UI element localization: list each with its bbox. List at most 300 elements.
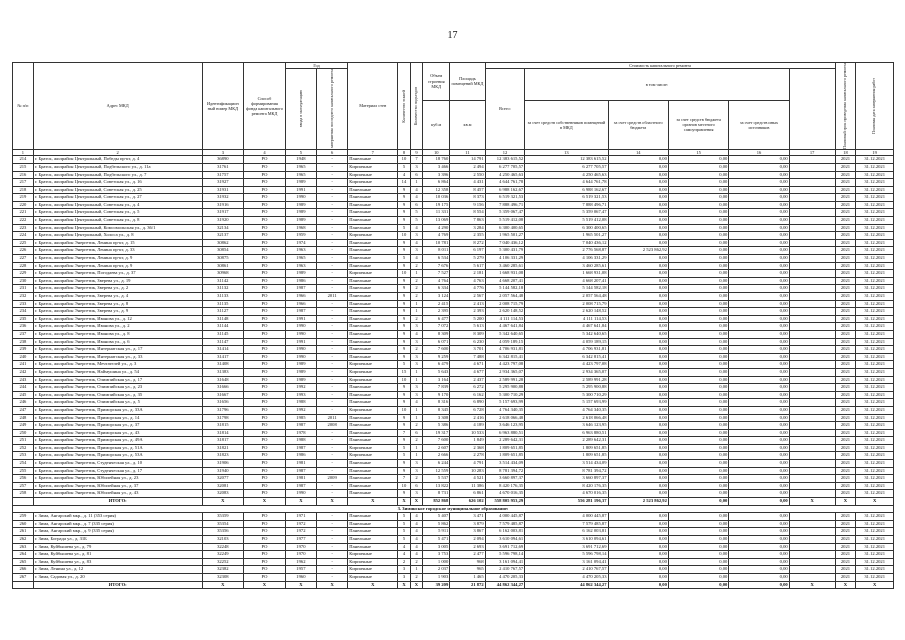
cell-y: 1966 xyxy=(285,293,316,301)
cell-r: - xyxy=(317,520,348,528)
cell-rg: 0,00 xyxy=(608,513,668,521)
cell-w: Кирпичные xyxy=(348,558,398,566)
cell-w: Панельные xyxy=(348,277,398,285)
cell-m: РО xyxy=(244,573,286,581)
cell-y: 1965 xyxy=(285,163,316,171)
cell-r: 2011 xyxy=(317,414,348,422)
cell-w: Панельные xyxy=(348,528,398,536)
cell-r: - xyxy=(317,209,348,217)
cell-r: - xyxy=(317,224,348,232)
cell-n: 241 xyxy=(13,361,34,369)
total-local: 0,00 xyxy=(668,498,728,506)
table-row xyxy=(13,376,894,384)
cell-pe: 31.12.2021 xyxy=(856,308,894,316)
cell-y: 1989 xyxy=(285,209,316,217)
cell-lc: 0,00 xyxy=(668,444,728,452)
header-entrances-text: Количество подъездов xyxy=(413,86,419,126)
table-row xyxy=(13,315,894,323)
cell-a: г. Братск, жилрайон Энергетик, Зверева ул., д. 8 xyxy=(33,300,202,308)
cell-v: 6 864 xyxy=(423,179,450,187)
cell-o: 6 300 400,65 xyxy=(525,224,608,232)
cell-o: 2 589 991,28 xyxy=(525,376,608,384)
cell-pe: 31.12.2021 xyxy=(856,444,894,452)
cell-empty xyxy=(789,437,835,445)
cell-rg: 0,00 xyxy=(608,232,668,240)
cell-n: 266 xyxy=(13,566,34,574)
cell-empty xyxy=(789,346,835,354)
table-row xyxy=(13,368,894,376)
cell-v: 8 731 xyxy=(423,490,450,498)
cell-rg: 0,00 xyxy=(608,391,668,399)
cell-ot: 0,00 xyxy=(729,346,789,354)
cell-lc: 0,00 xyxy=(668,224,728,232)
cell-e: 2 xyxy=(410,422,422,430)
cell-id: 32308 xyxy=(202,573,244,581)
cell-w: Кирпичные xyxy=(348,376,398,384)
cell-f: 15 xyxy=(398,368,410,376)
cell-e: 6 xyxy=(410,482,422,490)
cell-ps: 2021 xyxy=(835,179,856,187)
cell-id: 31383 xyxy=(202,368,244,376)
cell-r: - xyxy=(317,429,348,437)
table-row xyxy=(13,551,894,559)
cell-f: 9 xyxy=(398,285,410,293)
cell-e: 3 xyxy=(410,232,422,240)
cell-empty xyxy=(789,414,835,422)
cell-empty xyxy=(789,536,835,544)
cell-rg: 0,00 xyxy=(608,422,668,430)
cell-n: 259 xyxy=(13,513,34,521)
cell-e: 1 xyxy=(410,452,422,460)
cell-w: Панельные xyxy=(348,346,398,354)
cell-e: 1 xyxy=(410,414,422,422)
cell-o: 12 383 615,52 xyxy=(525,156,608,164)
cell-t: 8 781 394,72 xyxy=(485,467,525,475)
cell-e: 1 xyxy=(410,368,422,376)
cell-o: 3 161 094,41 xyxy=(525,558,608,566)
cell-a: г. Братск, жилрайон Центральный, Комсомольская ул., д. 36/1 xyxy=(33,224,202,232)
cell-v: 12 358 xyxy=(423,186,450,194)
cell-pe: 31.12.2021 xyxy=(856,285,894,293)
cell-empty xyxy=(789,558,835,566)
header-area: Площадь помещений МКД xyxy=(450,63,485,101)
cell-m: РО xyxy=(244,543,286,551)
cell-m: РО xyxy=(244,536,286,544)
cell-empty xyxy=(789,429,835,437)
cell-f: 5 xyxy=(398,444,410,452)
cell-s: 5 613 xyxy=(450,323,485,331)
cell-t: 3 691 712,69 xyxy=(485,543,525,551)
cell-o: 1 809 651,85 xyxy=(525,444,608,452)
cell-r: - xyxy=(317,315,348,323)
cell-m: РО xyxy=(244,186,286,194)
total-cost: 558 805 953,29 xyxy=(485,498,525,506)
cell-s: 2 355 xyxy=(450,232,485,240)
total-x: X xyxy=(410,581,422,589)
cell-id: 31656 xyxy=(202,399,244,407)
cell-w: Кирпичные xyxy=(348,452,398,460)
cell-ps: 2021 xyxy=(835,384,856,392)
table-row xyxy=(13,217,894,225)
cell-f: 9 xyxy=(398,194,410,202)
cell-y: 1966 xyxy=(285,300,316,308)
cell-ot: 0,00 xyxy=(729,308,789,316)
cell-w: Кирпичные xyxy=(348,163,398,171)
cell-pe: 31.12.2021 xyxy=(856,528,894,536)
cell-e: 1 xyxy=(410,566,422,574)
cell-t: 4 706 931,81 xyxy=(485,346,525,354)
cell-ps: 2021 xyxy=(835,156,856,164)
cell-e: 1 xyxy=(410,376,422,384)
cell-rg: 0,00 xyxy=(608,414,668,422)
cell-r: - xyxy=(317,308,348,316)
cell-v: 6 334 xyxy=(423,285,450,293)
total-x: X xyxy=(202,581,244,589)
cell-pe: 31.12.2021 xyxy=(856,406,894,414)
total-local: 0,00 xyxy=(668,581,728,589)
cell-lc: 0,00 xyxy=(668,232,728,240)
cell-o: 5 596 798,14 xyxy=(525,551,608,559)
header-method: Способ формирования фонда капитального ремонта МКД xyxy=(244,63,286,150)
cell-m: РО xyxy=(244,270,286,278)
cell-t: 1 668 931,08 xyxy=(485,270,525,278)
cell-ps: 2021 xyxy=(835,528,856,536)
cell-w: Панельные xyxy=(348,513,398,521)
cell-o: 1 668 931,08 xyxy=(525,270,608,278)
total-label: ИТОГО: xyxy=(33,498,202,506)
cell-a: г. Зима, Ангарский мкр., д. 11 (353 серия) xyxy=(33,513,202,521)
cell-pe: 31.12.2021 xyxy=(856,277,894,285)
cell-y: 1990 xyxy=(285,346,316,354)
cell-empty xyxy=(789,171,835,179)
cell-w: Панельные xyxy=(348,482,398,490)
table-row xyxy=(13,391,894,399)
header-regional: за счет средств областного бюджета xyxy=(608,100,668,149)
cell-lc: 0,00 xyxy=(668,513,728,521)
cell-empty xyxy=(789,368,835,376)
cell-w: Панельные xyxy=(348,262,398,270)
cell-ps: 2021 xyxy=(835,490,856,498)
table-row xyxy=(13,300,894,308)
cell-id: 30854 xyxy=(202,247,244,255)
cell-ot: 0,00 xyxy=(729,482,789,490)
cell-a: г. Братск, жилрайон Центральный, Холоса ул., д. 8 xyxy=(33,232,202,240)
cell-r: - xyxy=(317,391,348,399)
cell-y: 1991 xyxy=(285,186,316,194)
cell-f: 9 xyxy=(398,422,410,430)
cell-pe: 31.12.2021 xyxy=(856,262,894,270)
cell-rg: 0,00 xyxy=(608,300,668,308)
cell-pe: 31.12.2021 xyxy=(856,513,894,521)
cell-ot: 0,00 xyxy=(729,361,789,369)
cell-ot: 0,00 xyxy=(729,475,789,483)
cell-ps: 2021 xyxy=(835,460,856,468)
cell-ot: 0,00 xyxy=(729,277,789,285)
cell-rg: 0,00 xyxy=(608,277,668,285)
cell-rg: 0,00 xyxy=(608,460,668,468)
cell-v: 9 259 xyxy=(423,353,450,361)
cell-y: 1991 xyxy=(285,338,316,346)
cell-s: 3 701 xyxy=(450,346,485,354)
header-address: Адрес МКД xyxy=(33,63,202,150)
cell-empty xyxy=(789,482,835,490)
cell-r: - xyxy=(317,171,348,179)
cell-ps: 2021 xyxy=(835,475,856,483)
cell-w: Панельные xyxy=(348,285,398,293)
cell-y: 1960 xyxy=(285,573,316,581)
cell-n: 239 xyxy=(13,346,34,354)
cell-ps: 2021 xyxy=(835,323,856,331)
total-x: X xyxy=(285,581,316,589)
table-row xyxy=(13,406,894,414)
cell-r: - xyxy=(317,300,348,308)
cell-n: 233 xyxy=(13,300,34,308)
cell-ps: 2021 xyxy=(835,573,856,581)
cell-s: 2 477 xyxy=(450,551,485,559)
cell-v: 6 477 xyxy=(423,315,450,323)
cell-y: 1989 xyxy=(285,376,316,384)
cell-ot: 0,00 xyxy=(729,467,789,475)
cell-rg: 0,00 xyxy=(608,179,668,187)
cell-v: 5 537 xyxy=(423,475,450,483)
cell-n: 248 xyxy=(13,414,34,422)
cell-empty xyxy=(789,490,835,498)
cell-empty xyxy=(789,217,835,225)
cell-n: 218 xyxy=(13,186,34,194)
cell-v: 3 466 xyxy=(423,163,450,171)
cell-empty xyxy=(789,323,835,331)
header-id: Идентификацион ный номер МКД xyxy=(202,63,244,150)
cell-ot: 0,00 xyxy=(729,490,789,498)
cell-m: РО xyxy=(244,300,286,308)
cell-pe: 31.12.2021 xyxy=(856,368,894,376)
cell-pe: 31.12.2021 xyxy=(856,300,894,308)
cell-f: 5 xyxy=(398,361,410,369)
cell-lc: 0,00 xyxy=(668,293,728,301)
cell-empty xyxy=(789,255,835,263)
cell-v: 6 244 xyxy=(423,460,450,468)
table-row xyxy=(13,285,894,293)
cell-a: г. Братск, жилрайон Центральный, Победы пр-кт, д. 4 xyxy=(33,156,202,164)
cell-v: 13 822 xyxy=(423,482,450,490)
header-num: № п/п xyxy=(13,63,34,150)
cell-v: 3 308 xyxy=(423,414,450,422)
cell-r: - xyxy=(317,566,348,574)
cell-w: Панельные xyxy=(348,224,398,232)
cell-t: 5 342 640,65 xyxy=(485,330,525,338)
cell-ps: 2021 xyxy=(835,551,856,559)
total-area: 626 102 xyxy=(450,498,485,506)
table-row xyxy=(13,422,894,430)
cell-pe: 31.12.2021 xyxy=(856,163,894,171)
cell-m: РО xyxy=(244,293,286,301)
cell-ot: 0,00 xyxy=(729,536,789,544)
cell-pe: 31.12.2021 xyxy=(856,247,894,255)
cell-s: 2 393 xyxy=(450,308,485,316)
cell-r: - xyxy=(317,232,348,240)
cell-o: 3 460 285,61 xyxy=(525,262,608,270)
table-row xyxy=(13,353,894,361)
cell-id: 31821 xyxy=(202,444,244,452)
cell-v: 2 607 xyxy=(423,444,450,452)
cell-m: РО xyxy=(244,346,286,354)
cell-w: Панельные xyxy=(348,194,398,202)
cell-ot: 0,00 xyxy=(729,285,789,293)
cell-r: - xyxy=(317,536,348,544)
cell-id: 31940 xyxy=(202,467,244,475)
cell-rg: 0,00 xyxy=(608,323,668,331)
cell-a: г. Братск, жилрайон Энергетик, Ленина пр-кт, д. 33 xyxy=(33,247,202,255)
cell-id: 32077 xyxy=(202,475,244,483)
cell-ps: 2021 xyxy=(835,361,856,369)
table-row xyxy=(13,573,894,581)
cell-r: - xyxy=(317,361,348,369)
cell-empty xyxy=(789,460,835,468)
cell-s: 2 094 xyxy=(450,536,485,544)
cell-t: 1 809 651,85 xyxy=(485,452,525,460)
cell-id: 31666 xyxy=(202,384,244,392)
cell-o: 1 809 651,85 xyxy=(525,452,608,460)
cell-f: 9 xyxy=(398,247,410,255)
cell-e: 4 xyxy=(410,520,422,528)
cell-ps: 2021 xyxy=(835,186,856,194)
cell-empty xyxy=(789,384,835,392)
cell-a: г. Братск, жилрайон Энергетик, Зверева ул., д. 2 xyxy=(33,285,202,293)
cell-pe: 31.12.2021 xyxy=(856,186,894,194)
cell-t: 4 467 641,84 xyxy=(485,323,525,331)
cell-id: 32382 xyxy=(202,566,244,574)
cell-o: 1 965 501,27 xyxy=(525,232,608,240)
cell-s: 10 533 xyxy=(450,429,485,437)
table-row xyxy=(13,444,894,452)
cell-n: 260 xyxy=(13,520,34,528)
section-title: 3. Зиминское городское муниципальное образование: xyxy=(13,505,894,513)
cell-f: 9 xyxy=(398,308,410,316)
cell-pe: 31.12.2021 xyxy=(856,255,894,263)
cell-ps: 2021 xyxy=(835,293,856,301)
cell-e: 1 xyxy=(410,300,422,308)
cell-w: Панельные xyxy=(348,255,398,263)
cell-e: 6 xyxy=(410,429,422,437)
cell-m: РО xyxy=(244,551,286,559)
cell-ot: 0,00 xyxy=(729,429,789,437)
cell-pe: 31.12.2021 xyxy=(856,482,894,490)
cell-e: 2 xyxy=(410,277,422,285)
cell-e: 4 xyxy=(410,194,422,202)
total-x: X xyxy=(398,581,410,589)
cell-o: 4 423 797,08 xyxy=(525,361,608,369)
cell-pe: 31.12.2021 xyxy=(856,376,894,384)
cell-lc: 0,00 xyxy=(668,346,728,354)
cell-ot: 0,00 xyxy=(729,460,789,468)
cell-ot: 0,00 xyxy=(729,255,789,263)
cell-m: РО xyxy=(244,308,286,316)
cell-f: 7 xyxy=(398,429,410,437)
cell-v: 4 290 xyxy=(423,224,450,232)
cell-w: Панельные xyxy=(348,414,398,422)
cell-n: 246 xyxy=(13,399,34,407)
cell-ot: 0,00 xyxy=(729,315,789,323)
table-row xyxy=(13,277,894,285)
header-plan-start-text: Плановый срок проведения капитального ремонта xyxy=(842,63,848,149)
cell-m: РО xyxy=(244,406,286,414)
cell-id: 30875 xyxy=(202,255,244,263)
cell-t: 6 277 705,57 xyxy=(485,163,525,171)
cell-ps: 2021 xyxy=(835,239,856,247)
column-number: 14 xyxy=(608,149,668,155)
cell-empty xyxy=(789,194,835,202)
cell-y: 1990 xyxy=(285,353,316,361)
cell-s: 14 791 xyxy=(450,156,485,164)
cell-ot: 0,00 xyxy=(729,179,789,187)
cell-empty xyxy=(789,330,835,338)
cell-n: 225 xyxy=(13,239,34,247)
cell-y: 1989 xyxy=(285,270,316,278)
cell-ot: 0,00 xyxy=(729,239,789,247)
cell-s: 968 xyxy=(450,558,485,566)
header-other: за счет средств иных источников xyxy=(729,100,789,149)
cell-n: 230 xyxy=(13,277,34,285)
cell-w: Панельные xyxy=(348,536,398,544)
cell-s: 2 416 xyxy=(450,414,485,422)
cell-e: 2 xyxy=(410,573,422,581)
total-x: X xyxy=(285,498,316,506)
cell-m: РО xyxy=(244,399,286,407)
total-x: X xyxy=(317,581,348,589)
table-row xyxy=(13,224,894,232)
cell-t: 7 888 496,71 xyxy=(485,201,525,209)
cell-t: 6 988 162,67 xyxy=(485,186,525,194)
cell-w: Кирпичные xyxy=(348,566,398,574)
cell-empty xyxy=(789,163,835,171)
cell-lc: 0,00 xyxy=(668,262,728,270)
cell-w: Кирпичные xyxy=(348,368,398,376)
cell-f: 10 xyxy=(398,270,410,278)
cell-e: 4 xyxy=(410,239,422,247)
cell-id: 31414 xyxy=(202,346,244,354)
cell-f: 9 xyxy=(398,353,410,361)
cell-e: 4 xyxy=(410,255,422,263)
cell-t: 6 342 815,41 xyxy=(485,353,525,361)
cell-m: РО xyxy=(244,528,286,536)
cell-w: Панельные xyxy=(348,300,398,308)
cell-f: 5 xyxy=(398,224,410,232)
cell-pe: 31.12.2021 xyxy=(856,429,894,437)
cell-y: 1991 xyxy=(285,315,316,323)
table-row xyxy=(13,482,894,490)
cell-t: 2 289 642,31 xyxy=(485,437,525,445)
cell-n: 214 xyxy=(13,156,34,164)
cell-y: 1978 xyxy=(285,429,316,437)
cell-s: 4 189 xyxy=(450,422,485,430)
cell-id: 30861 xyxy=(202,262,244,270)
cell-id: 30862 xyxy=(202,239,244,247)
cell-o: 3 691 712,69 xyxy=(525,543,608,551)
cell-ps: 2021 xyxy=(835,315,856,323)
cell-s: 4 671 xyxy=(450,361,485,369)
header-year-commission xyxy=(285,69,316,150)
header-year-group: Год xyxy=(285,63,347,69)
total-x: X xyxy=(789,581,835,589)
cell-n: 234 xyxy=(13,308,34,316)
total-row xyxy=(13,581,894,589)
cell-rg: 0,00 xyxy=(608,330,668,338)
cell-lc: 0,00 xyxy=(668,308,728,316)
cell-pe: 31.12.2021 xyxy=(856,391,894,399)
cell-n: 229 xyxy=(13,270,34,278)
cell-ot: 0,00 xyxy=(729,528,789,536)
cell-ot: 0,00 xyxy=(729,520,789,528)
